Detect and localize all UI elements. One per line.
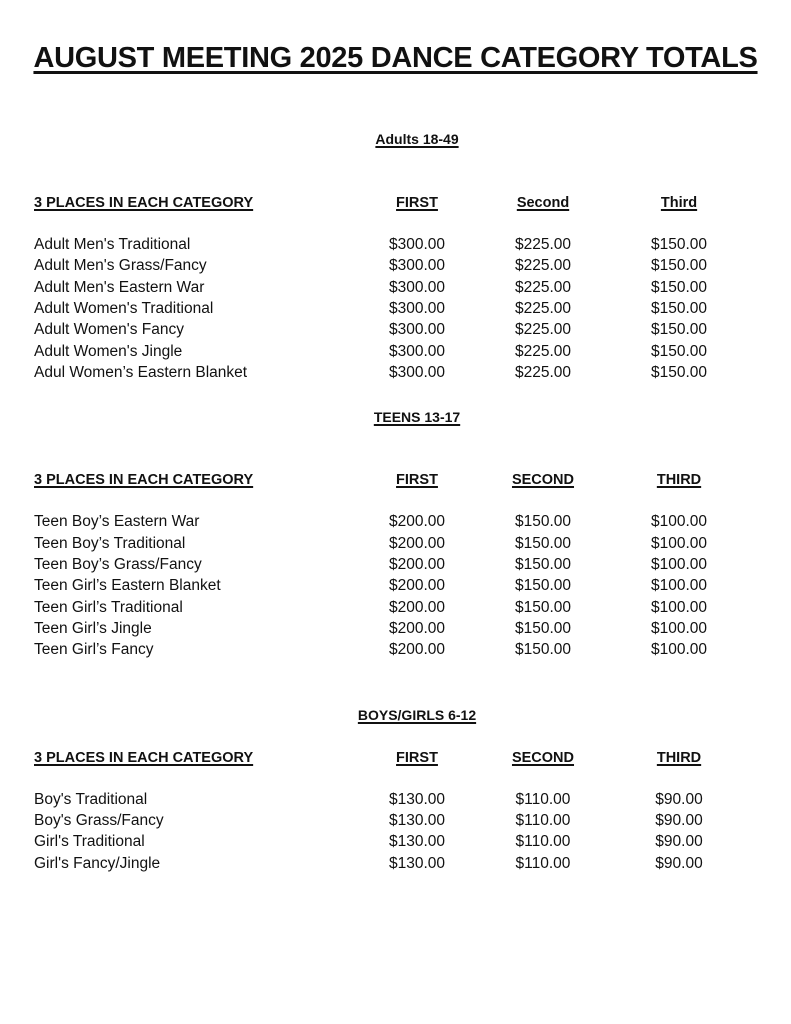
third-prize: $150.00	[650, 279, 708, 296]
table-row	[0, 279, 791, 300]
first-prize: $200.00	[388, 599, 446, 616]
category-name: Girl's Traditional	[34, 833, 145, 850]
second-prize: $150.00	[514, 556, 572, 573]
third-prize: $150.00	[650, 300, 708, 317]
second-prize: $150.00	[514, 620, 572, 637]
category-name: Adult Men's Traditional	[34, 236, 191, 253]
table-row	[0, 364, 791, 385]
category-name: Teen Boy’s Grass/Fancy	[34, 556, 202, 573]
column-header-second: SECOND	[511, 750, 575, 766]
third-prize: $100.00	[650, 535, 708, 552]
first-prize: $200.00	[388, 641, 446, 658]
first-prize: $130.00	[388, 855, 446, 872]
category-name: Boy's Traditional	[34, 791, 148, 808]
second-prize: $150.00	[514, 535, 572, 552]
first-prize: $300.00	[388, 321, 446, 338]
second-prize: $225.00	[514, 300, 572, 317]
table-row	[0, 236, 791, 257]
table-row	[0, 641, 791, 662]
third-prize: $150.00	[650, 321, 708, 338]
second-prize: $150.00	[514, 641, 572, 658]
category-name: Girl's Fancy/Jingle	[34, 855, 161, 872]
second-prize: $110.00	[515, 791, 571, 808]
third-prize: $150.00	[650, 343, 708, 360]
category-name: Adult Women's Traditional	[34, 300, 214, 317]
first-prize: $300.00	[388, 279, 446, 296]
category-name: Teen Girl’s Traditional	[34, 599, 183, 616]
column-header-second: Second	[516, 195, 570, 211]
second-prize: $110.00	[515, 812, 571, 829]
third-prize: $150.00	[650, 236, 708, 253]
second-prize: $150.00	[514, 599, 572, 616]
first-prize: $300.00	[388, 343, 446, 360]
table-row	[0, 300, 791, 321]
second-prize: $150.00	[514, 577, 572, 594]
first-prize: $130.00	[388, 833, 446, 850]
table-row	[0, 321, 791, 342]
category-name: Teen Girl’s Eastern Blanket	[34, 577, 221, 594]
second-prize: $225.00	[514, 321, 572, 338]
third-prize: $90.00	[655, 833, 703, 850]
table-row	[0, 855, 791, 876]
column-header-first: FIRST	[396, 195, 438, 211]
first-prize: $200.00	[388, 577, 446, 594]
third-prize: $100.00	[650, 620, 708, 637]
second-prize: $225.00	[514, 343, 572, 360]
category-name: Adult Men's Grass/Fancy	[34, 257, 207, 274]
table-row	[0, 257, 791, 278]
table-row	[0, 599, 791, 620]
column-header-third: Third	[660, 195, 698, 211]
page-title: AUGUST MEETING 2025 DANCE CATEGORY TOTALS	[33, 42, 758, 74]
table-row	[0, 812, 791, 833]
table-row	[0, 513, 791, 534]
category-name: Teen Boy’s Traditional	[34, 535, 186, 552]
table-row	[0, 535, 791, 556]
first-prize: $300.00	[388, 236, 446, 253]
second-prize: $110.00	[515, 833, 571, 850]
category-name: Boy's Grass/Fancy	[34, 812, 164, 829]
category-name: Adult Men's Eastern War	[34, 279, 205, 296]
table-row	[0, 791, 791, 812]
third-prize: $90.00	[655, 791, 703, 808]
first-prize: $300.00	[388, 300, 446, 317]
column-header-third: THIRD	[656, 472, 702, 488]
section-title: Adults 18-49	[375, 131, 459, 147]
column-header-third: THIRD	[656, 750, 702, 766]
category-name: Adult Women's Jingle	[34, 343, 183, 360]
table-row	[0, 556, 791, 577]
column-header-second: SECOND	[511, 472, 575, 488]
first-prize: $300.00	[388, 257, 446, 274]
category-name: Adul Women’s Eastern Blanket	[34, 364, 248, 381]
third-prize: $150.00	[650, 364, 708, 381]
column-header-category: 3 PLACES IN EACH CATEGORY	[34, 472, 254, 488]
first-prize: $200.00	[388, 556, 446, 573]
first-prize: $200.00	[388, 620, 446, 637]
column-header-category: 3 PLACES IN EACH CATEGORY	[34, 750, 254, 766]
third-prize: $90.00	[655, 812, 703, 829]
table-row	[0, 343, 791, 364]
category-name: Teen Girl’s Jingle	[34, 620, 152, 637]
third-prize: $90.00	[655, 855, 703, 872]
table-row	[0, 577, 791, 598]
column-header-first: FIRST	[396, 750, 438, 766]
second-prize: $150.00	[514, 513, 572, 530]
section-title: TEENS 13-17	[373, 409, 461, 425]
category-name: Adult Women's Fancy	[34, 321, 184, 338]
second-prize: $225.00	[514, 236, 572, 253]
third-prize: $100.00	[650, 599, 708, 616]
section-title: BOYS/GIRLS 6-12	[357, 707, 477, 723]
second-prize: $225.00	[514, 279, 572, 296]
first-prize: $200.00	[388, 535, 446, 552]
column-header-first: FIRST	[396, 472, 438, 488]
first-prize: $130.00	[388, 791, 446, 808]
first-prize: $300.00	[388, 364, 446, 381]
column-header-category: 3 PLACES IN EACH CATEGORY	[34, 195, 254, 211]
second-prize: $225.00	[514, 364, 572, 381]
table-row	[0, 620, 791, 641]
third-prize: $100.00	[650, 577, 708, 594]
third-prize: $150.00	[650, 257, 708, 274]
first-prize: $200.00	[388, 513, 446, 530]
third-prize: $100.00	[650, 513, 708, 530]
second-prize: $225.00	[514, 257, 572, 274]
second-prize: $110.00	[515, 855, 571, 872]
first-prize: $130.00	[388, 812, 446, 829]
category-name: Teen Boy’s Eastern War	[34, 513, 200, 530]
third-prize: $100.00	[650, 641, 708, 658]
third-prize: $100.00	[650, 556, 708, 573]
category-name: Teen Girl’s Fancy	[34, 641, 154, 658]
table-row	[0, 833, 791, 854]
